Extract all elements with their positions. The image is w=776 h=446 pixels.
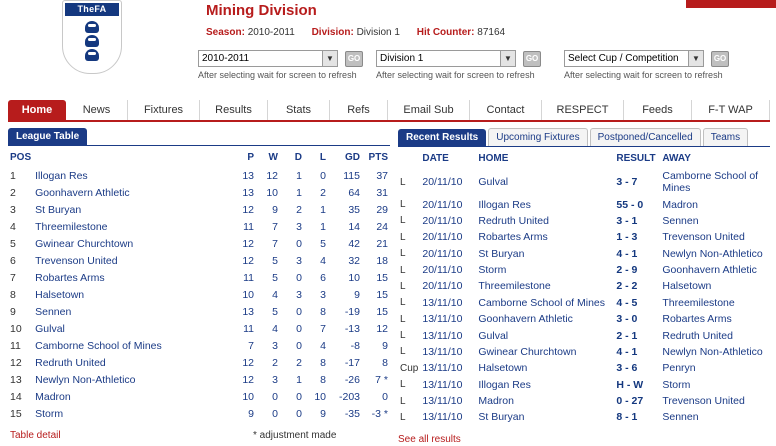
cell-gd: 9 (354, 288, 360, 301)
cell-pts: 12 (376, 322, 388, 335)
league-table-title: League Table (8, 128, 87, 145)
tab-postponed-cancelled[interactable]: Postponed/Cancelled (590, 128, 701, 146)
cell-away[interactable]: Trevenson United (662, 395, 745, 408)
cell-pos: 1 (10, 169, 16, 182)
nav-item-email-sub[interactable]: Email Sub (388, 100, 470, 120)
cell-team[interactable]: Madron (35, 390, 71, 403)
col-away: AWAY (662, 153, 691, 164)
cell-type: L (400, 280, 406, 292)
cell-pts: 15 (376, 271, 388, 284)
cell-type: L (400, 248, 406, 260)
cell-pos: 13 (10, 373, 22, 386)
cell-w: 5 (272, 254, 278, 267)
cell-w: 5 (272, 305, 278, 318)
hit-counter-value: 87164 (477, 27, 506, 38)
col-date: DATE (422, 153, 449, 164)
cell-pos: 4 (10, 220, 16, 233)
nav-item-feeds[interactable]: Feeds (624, 100, 692, 120)
cell-l: 5 (320, 237, 326, 250)
results-table-row (398, 168, 770, 196)
cell-away[interactable]: Halsetown (662, 280, 712, 293)
cell-pos: 12 (10, 356, 22, 369)
league-table-row (8, 201, 390, 218)
cell-team[interactable]: Robartes Arms (35, 271, 105, 284)
results-footer (398, 434, 770, 445)
league-table-panel (8, 128, 390, 446)
col-pts: PTS (368, 152, 388, 163)
cell-type: L (400, 297, 406, 309)
cell-away[interactable]: Trevenson United (662, 231, 745, 244)
nav-item-contact[interactable]: Contact (470, 100, 542, 120)
division-select[interactable] (376, 50, 516, 67)
season-selector-group (198, 50, 366, 80)
results-table-row (398, 344, 770, 360)
cell-pos: 15 (10, 407, 22, 420)
cell-result: 4 - 5 (616, 296, 638, 309)
see-all-results-link[interactable]: See all results (398, 433, 461, 445)
cell-d: 0 (296, 407, 302, 420)
cell-gd: -8 (350, 339, 360, 352)
cell-type: L (400, 411, 406, 423)
cell-p: 13 (242, 305, 254, 318)
cell-result: 8 - 1 (616, 411, 638, 424)
cell-date: 13/11/10 (422, 345, 463, 358)
cell-gd: 10 (348, 271, 360, 284)
cell-pos: 11 (10, 339, 21, 352)
cup-selector-group (564, 50, 732, 80)
season-select-hint: After selecting wait for screen to refresh (198, 70, 357, 80)
cell-l: 6 (320, 271, 326, 284)
cell-l: 10 (314, 390, 326, 403)
cell-team[interactable]: Redruth United (35, 356, 106, 369)
cell-result: 0 - 27 (616, 395, 644, 408)
cell-away[interactable]: Storm (662, 378, 691, 391)
cell-w: 4 (272, 288, 278, 301)
cup-select[interactable] (564, 50, 704, 67)
main-nav (8, 100, 770, 122)
league-table-row (8, 354, 390, 371)
league-table-footer (8, 430, 390, 446)
cell-gd: 64 (348, 186, 360, 199)
cell-p: 12 (242, 203, 254, 216)
cell-away[interactable]: Newlyn Non-Athletico (662, 247, 763, 260)
cell-d: 3 (296, 220, 302, 233)
cell-date: 13/11/10 (422, 313, 463, 326)
hit-counter-label: Hit Counter: (416, 27, 475, 38)
col-l: L (319, 152, 326, 163)
cup-go-button[interactable]: GO (711, 51, 729, 67)
league-table-row (8, 167, 390, 184)
col-gd: GD (345, 152, 360, 163)
cell-type: L (400, 330, 406, 342)
cell-result: H - W (616, 378, 644, 391)
cell-date: 13/11/10 (422, 329, 463, 342)
cell-pts: 18 (376, 254, 388, 267)
results-panel (398, 128, 770, 445)
crest-lions (63, 19, 121, 69)
cell-team[interactable]: Trevenson United (35, 254, 118, 267)
league-table-row (8, 371, 390, 388)
cell-date: 20/11/10 (422, 231, 463, 244)
col-team (33, 149, 232, 167)
season-select-value: 2010-2011 (202, 53, 250, 64)
cell-result: 2 - 1 (616, 329, 638, 342)
cell-d: 0 (296, 390, 302, 403)
cell-pts: -3 * (371, 407, 388, 420)
league-table-row (8, 286, 390, 303)
nav-item-f-t-wap[interactable]: F-T WAP (692, 100, 770, 120)
cell-w: 12 (266, 169, 278, 182)
league-table-row (8, 218, 390, 235)
cell-l: 8 (320, 373, 326, 386)
cell-result: 3 - 7 (616, 176, 638, 189)
cell-pos: 14 (10, 390, 22, 403)
cell-d: 3 (296, 288, 302, 301)
table-detail-link[interactable]: Table detail (10, 430, 61, 441)
cell-l: 1 (320, 220, 326, 233)
cell-away[interactable]: Madron (662, 198, 698, 211)
cell-d: 1 (296, 373, 302, 386)
league-table-row (8, 388, 390, 405)
cell-l: 7 (320, 322, 326, 335)
cell-d: 1 (296, 186, 302, 199)
cell-w: 4 (272, 322, 278, 335)
cell-home[interactable]: Illogan Res (478, 378, 531, 391)
cell-pts: 24 (376, 220, 388, 233)
league-panel-bar (8, 128, 390, 146)
cell-d: 3 (296, 254, 302, 267)
cell-date: 13/11/10 (422, 395, 463, 408)
crest-label: TheFA (65, 3, 119, 16)
cell-l: 2 (320, 186, 326, 199)
results-table (398, 150, 770, 426)
cell-pts: 15 (376, 288, 388, 301)
cell-away[interactable]: Penryn (662, 362, 696, 375)
league-table-row (8, 252, 390, 269)
cell-l: 8 (320, 305, 326, 318)
cell-team[interactable]: Gwinear Churchtown (35, 237, 134, 250)
cell-l: 9 (320, 407, 326, 420)
cell-d: 0 (296, 271, 302, 284)
cell-team[interactable]: Newlyn Non-Athletico (35, 373, 136, 386)
cell-result: 3 - 1 (616, 214, 638, 227)
results-table-header-row (398, 150, 770, 168)
cell-type: Cup (400, 362, 419, 374)
cell-result: 55 - 0 (616, 198, 644, 211)
col-p: P (247, 152, 254, 163)
tab-teams[interactable]: Teams (703, 128, 748, 146)
cell-l: 3 (320, 288, 326, 301)
cell-home[interactable]: Madron (478, 395, 514, 408)
col-home: HOME (478, 153, 509, 164)
cell-d: 2 (296, 203, 302, 216)
cell-away[interactable]: Sennen (662, 411, 699, 424)
results-table-row (398, 196, 770, 212)
cell-date: 13/11/10 (422, 296, 463, 309)
cell-away[interactable]: Robartes Arms (662, 313, 732, 326)
results-table-row (398, 262, 770, 278)
cell-away[interactable]: Redruth United (662, 329, 733, 342)
cell-gd: 35 (348, 203, 360, 216)
cell-gd: -19 (344, 305, 360, 318)
cell-gd: -26 (344, 373, 360, 386)
cell-type: L (400, 264, 406, 276)
cell-w: 5 (272, 271, 278, 284)
cell-home[interactable]: Illogan Res (478, 198, 531, 211)
results-table-row (398, 393, 770, 409)
cell-l: 8 (320, 356, 326, 369)
cell-home[interactable]: Threemilestone (478, 280, 551, 293)
division-go-button[interactable]: GO (523, 51, 541, 67)
results-table-row (398, 311, 770, 327)
cell-date: 20/11/10 (422, 247, 463, 260)
cell-p: 12 (242, 373, 254, 386)
cell-home[interactable]: Gulval (478, 329, 509, 342)
cell-w: 7 (272, 220, 278, 233)
cell-w: 3 (272, 339, 278, 352)
cell-l: 4 (320, 339, 326, 352)
cell-type: L (400, 215, 406, 227)
col-result: RESULT (616, 153, 656, 164)
cell-away[interactable]: Newlyn Non-Athletico (662, 345, 763, 358)
cell-p: 13 (242, 186, 254, 199)
cell-away[interactable]: Threemilestone (662, 296, 735, 309)
league-table (8, 149, 390, 422)
league-table-header-row (8, 149, 390, 167)
results-table-row (398, 229, 770, 245)
cell-pts: 31 (376, 186, 388, 199)
fa-crest (62, 0, 130, 92)
cell-date: 20/11/10 (422, 198, 463, 211)
cell-date: 20/11/10 (422, 214, 463, 227)
cell-l: 1 (320, 203, 326, 216)
league-table-row (8, 405, 390, 422)
cell-w: 2 (272, 356, 278, 369)
cell-result: 3 - 0 (616, 313, 638, 326)
cell-home[interactable]: St Buryan (478, 247, 525, 260)
cell-result: 2 - 2 (616, 280, 638, 293)
nav-item-news[interactable]: News (66, 100, 128, 120)
nav-item-refs[interactable]: Refs (330, 100, 388, 120)
cell-home[interactable]: Robartes Arms (478, 231, 548, 244)
nav-item-results[interactable]: Results (200, 100, 268, 120)
cell-w: 0 (272, 390, 278, 403)
cell-w: 7 (272, 237, 278, 250)
cell-type: L (400, 379, 406, 391)
cell-home[interactable]: Redruth United (478, 214, 549, 227)
cell-p: 7 (248, 339, 254, 352)
cell-home[interactable]: Camborne School of Mines (478, 296, 606, 309)
tab-recent-results[interactable]: Recent Results (398, 129, 486, 146)
cell-result: 3 - 6 (616, 362, 638, 375)
cell-pos: 9 (10, 305, 16, 318)
col-type (398, 150, 420, 168)
cell-type: L (400, 313, 406, 325)
cell-p: 13 (242, 169, 254, 182)
cell-team[interactable]: Gulval (35, 322, 65, 335)
cell-pos: 2 (10, 186, 16, 199)
cell-d: 0 (296, 322, 302, 335)
cell-pos: 3 (10, 203, 16, 216)
cell-team[interactable]: Sennen (35, 305, 72, 318)
results-table-row (398, 246, 770, 262)
cell-gd: 32 (348, 254, 360, 267)
cell-pts: 29 (376, 203, 388, 216)
cell-pos: 7 (10, 271, 16, 284)
cell-gd: -35 (344, 407, 360, 420)
cell-team[interactable]: Camborne School of Mines (35, 339, 162, 352)
cell-gd: -13 (344, 322, 360, 335)
header-meta (206, 27, 519, 38)
chevron-down-icon[interactable]: ▼ (500, 51, 515, 66)
cell-pts: 21 (376, 237, 388, 250)
cell-type: L (400, 176, 406, 188)
cell-type: L (400, 395, 406, 407)
cell-home[interactable]: St Buryan (478, 411, 525, 424)
results-table-row (398, 409, 770, 425)
col-d: D (294, 152, 302, 163)
cell-w: 9 (272, 203, 278, 216)
division-label: Division: (311, 27, 354, 38)
cell-result: 4 - 1 (616, 247, 638, 260)
cell-date: 13/11/10 (422, 362, 463, 375)
cell-date: 13/11/10 (422, 411, 463, 424)
cell-d: 0 (296, 237, 302, 250)
cell-pos: 6 (10, 254, 16, 267)
col-pos: POS (10, 152, 32, 163)
cell-d: 2 (296, 356, 302, 369)
cell-pos: 8 (10, 288, 16, 301)
division-value: Division 1 (356, 27, 400, 38)
cell-home[interactable]: Storm (478, 264, 507, 277)
nav-item-home[interactable]: Home (8, 100, 66, 120)
nav-item-respect[interactable]: RESPECT (542, 100, 624, 120)
league-table-row (8, 320, 390, 337)
cell-p: 10 (242, 288, 254, 301)
cell-p: 11 (243, 322, 254, 335)
cell-type: L (400, 199, 406, 211)
division-selector-group (376, 50, 544, 80)
cell-team[interactable]: St Buryan (35, 203, 82, 216)
cell-pts: 15 (376, 305, 388, 318)
cell-type: L (400, 346, 406, 358)
league-table-row (8, 303, 390, 320)
cell-d: 0 (296, 305, 302, 318)
cell-w: 10 (266, 186, 278, 199)
cell-gd: -203 (338, 390, 360, 403)
site-header (0, 0, 776, 92)
cell-away[interactable]: Goonhavern Athletic (662, 264, 757, 277)
cell-pts: 8 (382, 356, 388, 369)
cell-team[interactable]: Illogan Res (35, 169, 88, 182)
cell-pts: 0 (382, 390, 388, 403)
results-table-row (398, 295, 770, 311)
cell-result: 4 - 1 (616, 345, 638, 358)
cell-l: 0 (320, 169, 326, 182)
selector-row (198, 50, 776, 90)
cell-team[interactable]: Threemilestone (35, 220, 108, 233)
cell-pts: 9 (382, 339, 388, 352)
cell-p: 10 (242, 390, 254, 403)
cell-gd: -17 (344, 356, 360, 369)
cell-away[interactable]: Sennen (662, 214, 699, 227)
cell-pos: 5 (10, 237, 16, 250)
league-table-row (8, 269, 390, 286)
cell-p: 12 (242, 254, 254, 267)
results-table-row (398, 278, 770, 294)
cup-select-value: Select Cup / Competition (568, 53, 679, 64)
cell-p: 9 (248, 407, 254, 420)
nav-item-fixtures[interactable]: Fixtures (128, 100, 200, 120)
division-select-value: Division 1 (380, 53, 424, 64)
season-select[interactable] (198, 50, 338, 67)
cell-team[interactable]: Goonhavern Athletic (35, 186, 130, 199)
cell-w: 0 (272, 407, 278, 420)
nav-item-stats[interactable]: Stats (268, 100, 330, 120)
cell-away[interactable]: Camborne School of Mines (662, 170, 759, 195)
cell-p: 12 (242, 237, 254, 250)
cell-type: L (400, 231, 406, 243)
cell-date: 20/11/10 (422, 176, 463, 189)
league-table-row (8, 184, 390, 201)
cell-pos: 10 (10, 322, 22, 335)
cell-gd: 14 (348, 220, 360, 233)
results-table-row (398, 360, 770, 376)
cell-date: 20/11/10 (422, 280, 463, 293)
cell-pts: 7 * (375, 373, 388, 386)
cell-gd: 42 (348, 237, 360, 250)
cell-home[interactable]: Goonhavern Athletic (478, 313, 573, 326)
chevron-down-icon[interactable]: ▼ (322, 51, 337, 66)
adjustment-note: * adjustment made (253, 430, 337, 441)
league-table-row (8, 337, 390, 354)
cell-result: 1 - 3 (616, 231, 638, 244)
cell-home[interactable]: Halsetown (478, 362, 528, 375)
results-table-row (398, 213, 770, 229)
division-select-hint: After selecting wait for screen to refresh (376, 70, 535, 80)
cell-result: 2 - 9 (616, 264, 638, 277)
season-value: 2010-2011 (247, 27, 295, 38)
results-table-row (398, 327, 770, 343)
league-table-row (8, 235, 390, 252)
cell-d: 1 (296, 169, 302, 182)
cell-date: 20/11/10 (422, 264, 463, 277)
cell-home[interactable]: Gwinear Churchtown (478, 345, 577, 358)
cell-date: 13/11/10 (422, 378, 463, 391)
cell-team[interactable]: Halsetown (35, 288, 85, 301)
cell-d: 0 (296, 339, 302, 352)
cell-team[interactable]: Storm (35, 407, 64, 420)
season-go-button[interactable]: GO (345, 51, 363, 67)
tab-upcoming-fixtures[interactable]: Upcoming Fixtures (488, 128, 587, 146)
cell-p: 12 (242, 356, 254, 369)
cup-select-hint: After selecting wait for screen to refresh (564, 70, 723, 80)
results-panel-bar (398, 128, 770, 147)
cell-home[interactable]: Gulval (478, 176, 509, 189)
chevron-down-icon[interactable]: ▼ (688, 51, 703, 66)
page-title: Mining Division (206, 2, 317, 19)
cell-l: 4 (320, 254, 326, 267)
cell-p: 11 (243, 220, 254, 233)
season-label: Season: (206, 27, 245, 38)
cell-gd: 115 (343, 169, 360, 182)
cell-p: 11 (243, 271, 254, 284)
cell-pts: 37 (376, 169, 388, 182)
cell-w: 3 (272, 373, 278, 386)
results-table-row (398, 377, 770, 393)
col-w: W (268, 152, 278, 163)
